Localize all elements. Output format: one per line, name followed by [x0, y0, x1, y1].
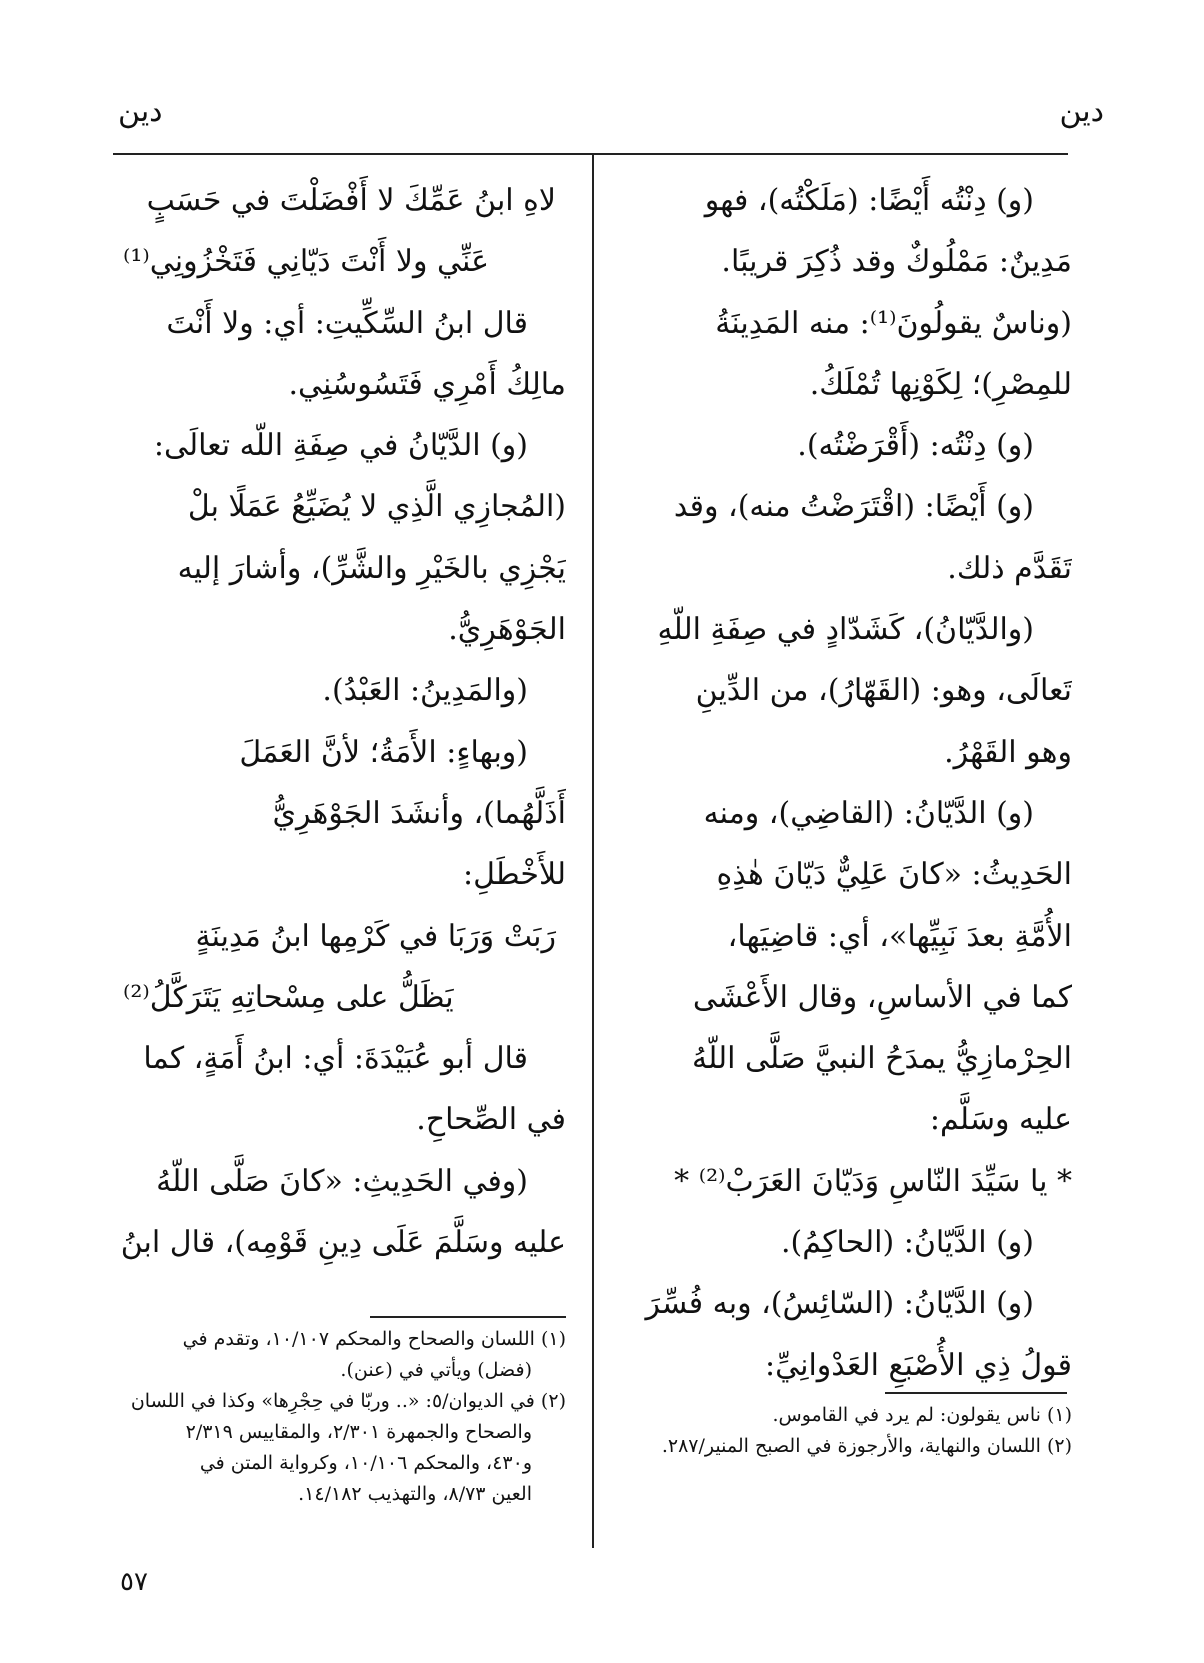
footnote-rule-right: [885, 1392, 1067, 1394]
text-line: مَدِينٌ: مَمْلُوكٌ وقد ذُكِرَ قريبًا.: [721, 244, 1072, 280]
left-column: [113, 170, 566, 1273]
text-line: قال ابنُ السِّكِّيتِ: أي: ولا أَنْتَ: [166, 305, 528, 341]
text-line: (و) أَيْضًا: (اقْتَرَضْتُ منه)، وقد: [673, 489, 1034, 525]
running-head-right: دين: [1059, 94, 1104, 129]
text-line: (والدَّيّانُ)، كَشَدّادٍ في صِفَةِ اللّهِ: [657, 612, 1034, 648]
footnote-rule-left: [370, 1316, 566, 1318]
text-line: (و) الدَّيّانُ: (القاضِي)، ومنه: [703, 795, 1034, 831]
footnotes-left: [113, 1324, 566, 1510]
text-line: (وفي الحَدِيثِ: «كانَ صَلَّى اللّهُ: [156, 1163, 528, 1199]
text-line: الحِرْمازِيُّ يمدَحُ النبيَّ صَلَّى اللّهُ: [691, 1041, 1072, 1077]
text-line: (و) دِنْتُه أَيْضًا: (مَلَكْتُه)، فهو: [704, 183, 1034, 218]
verse-line: رَبَتْ وَرَبَا في كَرْمِها ابنُ مَدِينَةٍ: [195, 918, 556, 954]
text-line: يَجْزِي بالخَيْرِ والشَّرِّ)، وأشارَ إليه: [177, 550, 566, 586]
verse-line: لاهِ ابنُ عَمِّكَ لا أَفْضَلْتَ في حَسَبٍ: [146, 183, 556, 218]
page-number: ٥٧: [120, 1567, 148, 1597]
text-line: (و) الدَّيّانُ: (الحاكِمُ).: [781, 1225, 1034, 1261]
text-line: (وناسٌ يقولُونَ⁽¹⁾: منه المَدِينَةُ: [715, 305, 1072, 341]
footnote-line: (٢) في الديوان/٥: «.. وربّا في حِجْرِها» وكذا في اللسان: [130, 1390, 566, 1412]
verse-line: يَظَلُّ على مِسْحاتِهِ يَتَرَكَّلُ⁽²⁾: [123, 979, 454, 1015]
header-rule: [113, 153, 1068, 155]
right-column: [625, 170, 1072, 1396]
text-line: تَقَدَّم ذلك.: [947, 550, 1072, 586]
footnote-line: و٤٣٠، والمحكم ١٠/١٠٦، وكرواية المتن في: [199, 1452, 532, 1474]
footnote-line: والصحاح والجمهرة ٢/٣٠١، والمقاييس ٢/٣١٩: [185, 1421, 532, 1443]
footnote-line: (١) اللسان والصحاح والمحكم ١٠/١٠٧، وتقدم في: [182, 1328, 566, 1350]
text-line: وهو القَهْرُ.: [944, 734, 1072, 770]
text-line: أَذَلَّهُما)، وأنشَدَ الجَوْهَرِيُّ: [272, 795, 566, 831]
verse-line: * يا سَيِّدَ النّاسِ وَدَيّانَ العَرَبْ⁽²⁾ *: [674, 1163, 1072, 1199]
text-line: للأَخْطَلِ:: [462, 857, 566, 893]
text-line: (و) الدَّيّانُ في صِفَةِ اللّه تعالَى:: [153, 428, 528, 464]
text-line: قال أبو عُبَيْدَةَ: أي: ابنُ أَمَةٍ، كما: [143, 1041, 528, 1077]
text-line: كما في الأساسِ، وقال الأَعْشَى: [692, 979, 1072, 1015]
text-line: الجَوْهَرِيُّ.: [448, 612, 566, 648]
column-divider: [592, 153, 594, 1548]
text-line: (والمَدِينُ: العَبْدُ).: [322, 673, 528, 709]
footnote-line: (١) ناس يقولون: لم يرد في القاموس.: [772, 1404, 1072, 1426]
running-head-left: دين: [118, 94, 163, 129]
verse-line: عَنِّي ولا أَنْتَ دَيّانِي فَتَخْزُونِي⁽¹⁾: [123, 244, 489, 280]
text-line: (و) الدَّيّانُ: (السّائِسُ)، وبه فُسِّرَ: [645, 1286, 1034, 1322]
text-line: في الصِّحاحِ.: [416, 1102, 566, 1138]
text-line: (وبهاءٍ: الأَمَةُ؛ لأنَّ العَمَلَ: [239, 734, 528, 770]
footnotes-right: [625, 1400, 1072, 1462]
text-line: للمِصْرِ)؛ لِكَوْنِها تُمْلَكُ.: [809, 366, 1072, 402]
text-line: (المُجازِي الَّذِي لا يُضَيِّعُ عَمَلًا بلْ: [187, 489, 566, 525]
text-line: (و) دِنْتُه: (أَقْرَضْتُه).: [797, 428, 1034, 464]
text-line: مالِكُ أَمْرِي فَتَسُوسُنِي.: [288, 366, 566, 402]
text-line: قولُ ذِي الأُصْبَعِ العَدْوانِيِّ:: [764, 1347, 1072, 1383]
footnote-line: (٢) اللسان والنهاية، والأرجوزة في الصبح المنير/٢٨٧.: [661, 1435, 1072, 1457]
footnote-line: العين ٨/٧٣، والتهذيب ١٤/١٨٢.: [298, 1483, 532, 1505]
footnote-line: (فضل) ويأتي في (عنن).: [340, 1359, 532, 1381]
text-line: الحَدِيثُ: «كانَ عَلِيٌّ دَيّانَ هٰذِهِ: [716, 857, 1072, 893]
text-line: الأُمَّةِ بعدَ نَبِيِّها»، أي: قاضِيَها،: [727, 918, 1072, 954]
text-line: تَعالَى، وهو: (القَهّارُ)، من الدِّينِ: [695, 673, 1072, 709]
text-line: عليه وسَلَّمَ عَلَى دِينِ قَوْمِه)، قال ابنُ: [120, 1225, 566, 1261]
text-line: عليه وسَلَّم:: [929, 1102, 1072, 1138]
